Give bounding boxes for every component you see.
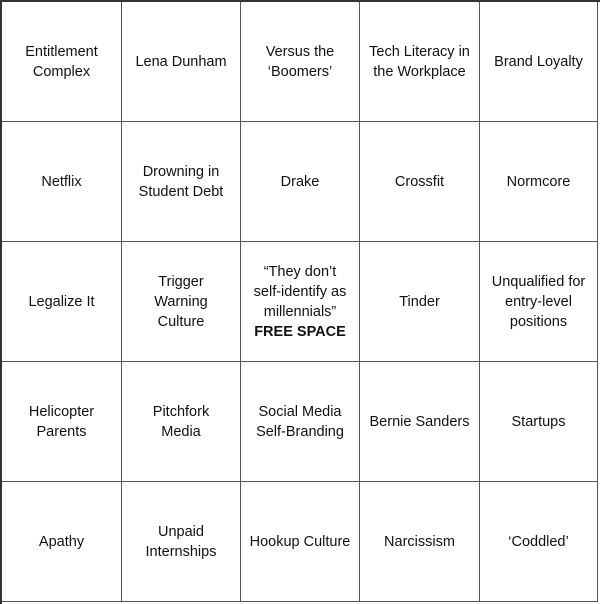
bingo-cell-5-5: ‘Coddled’ bbox=[480, 482, 598, 602]
bingo-cell-2-3: Drake bbox=[241, 122, 360, 242]
bingo-cell-3-2: Trigger Warning Culture bbox=[122, 242, 241, 362]
bingo-cell-1-5: Brand Loyalty bbox=[480, 2, 598, 122]
bingo-cell-4-4: Bernie Sanders bbox=[360, 362, 480, 482]
free-space-label: FREE SPACE bbox=[254, 323, 346, 340]
bingo-cell-1-2: Lena Dunham bbox=[122, 2, 241, 122]
bingo-cell-5-2: Unpaid Internships bbox=[122, 482, 241, 602]
bingo-cell-3-1: Legalize It bbox=[2, 242, 122, 362]
bingo-cell-4-5: Startups bbox=[480, 362, 598, 482]
bingo-cell-4-2: Pitchfork Media bbox=[122, 362, 241, 482]
bingo-cell-2-1: Netflix bbox=[2, 122, 122, 242]
bingo-cell-3-4: Tinder bbox=[360, 242, 480, 362]
free-space-cell bbox=[241, 242, 360, 362]
bingo-cell-5-1: Apathy bbox=[2, 482, 122, 602]
bingo-cell-1-1: Entitlement Complex bbox=[2, 2, 122, 122]
bingo-cell-3-5: Unqualified for entry-level positions bbox=[480, 242, 598, 362]
bingo-cell-1-3: Versus the ‘Boomers’ bbox=[241, 2, 360, 122]
bingo-cell-1-4: Tech Literacy in the Workplace bbox=[360, 2, 480, 122]
bingo-cell-2-2: Drowning in Student Debt bbox=[122, 122, 241, 242]
bingo-cell-4-1: Helicopter Parents bbox=[2, 362, 122, 482]
bingo-cell-5-4: Narcissism bbox=[360, 482, 480, 602]
bingo-cell-2-4: Crossfit bbox=[360, 122, 480, 242]
bingo-cell-2-5: Normcore bbox=[480, 122, 598, 242]
bingo-cell-5-3: Hookup Culture bbox=[241, 482, 360, 602]
bingo-cell-4-3: Social Media Self-Branding bbox=[241, 362, 360, 482]
free-space-quote: “They don’t self-identify as millennials” bbox=[253, 263, 347, 320]
